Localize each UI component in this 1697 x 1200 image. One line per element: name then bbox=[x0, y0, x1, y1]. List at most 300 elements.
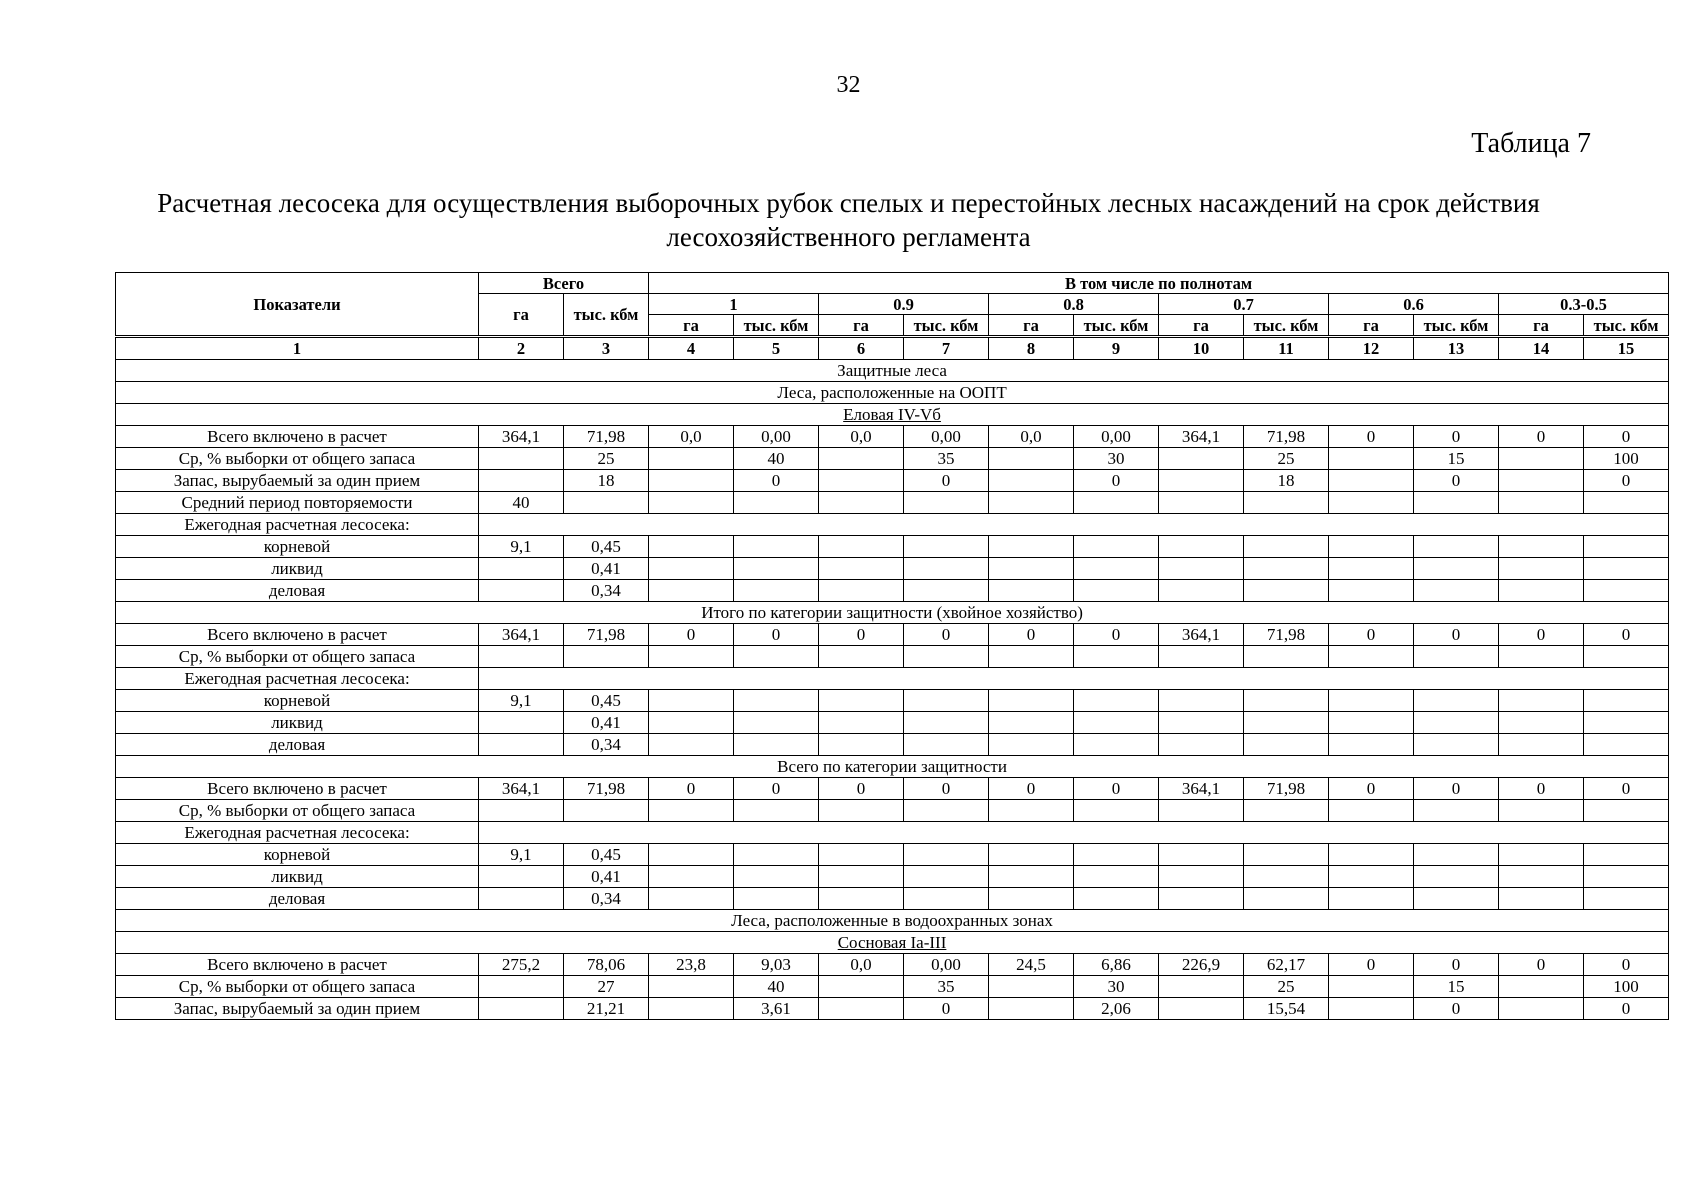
data-cell: 3,61 bbox=[734, 998, 819, 1020]
data-cell bbox=[1329, 558, 1414, 580]
section-heading bbox=[116, 382, 1669, 404]
data-cell bbox=[479, 734, 564, 756]
data-cell bbox=[1499, 492, 1584, 514]
data-cell bbox=[1499, 976, 1584, 998]
row-label: Всего включено в расчет bbox=[116, 426, 479, 448]
data-cell: 0,0 bbox=[819, 954, 904, 976]
data-cell bbox=[734, 646, 819, 668]
allowable-cut-table bbox=[115, 272, 1669, 1020]
data-cell: 364,1 bbox=[479, 624, 564, 646]
row-label: Ежегодная расчетная лесосека: bbox=[116, 668, 479, 690]
data-cell bbox=[1329, 976, 1414, 998]
data-cell bbox=[1244, 558, 1329, 580]
data-cell bbox=[564, 646, 649, 668]
data-cell bbox=[1074, 712, 1159, 734]
data-cell: 0 bbox=[1414, 624, 1499, 646]
data-cell bbox=[819, 800, 904, 822]
data-cell bbox=[1414, 492, 1499, 514]
data-cell bbox=[1414, 646, 1499, 668]
table-row bbox=[116, 426, 1669, 448]
data-cell bbox=[904, 646, 989, 668]
data-cell bbox=[479, 646, 564, 668]
data-cell bbox=[1074, 844, 1159, 866]
data-cell: 226,9 bbox=[1159, 954, 1244, 976]
row-label: корневой bbox=[116, 690, 479, 712]
table-row bbox=[116, 558, 1669, 580]
data-cell bbox=[734, 690, 819, 712]
data-cell: 0,41 bbox=[564, 712, 649, 734]
data-cell bbox=[1499, 712, 1584, 734]
data-cell bbox=[904, 558, 989, 580]
title-line-2: лесохозяйственного регламента bbox=[666, 222, 1031, 252]
row-label: Ежегодная расчетная лесосека: bbox=[116, 514, 479, 536]
empty-span-cell bbox=[479, 668, 1669, 690]
data-cell: 0 bbox=[904, 470, 989, 492]
data-cell: 71,98 bbox=[564, 778, 649, 800]
data-cell: 35 bbox=[904, 976, 989, 998]
data-cell bbox=[649, 888, 734, 910]
data-cell bbox=[1414, 536, 1499, 558]
data-cell: 6,86 bbox=[1074, 954, 1159, 976]
table-row bbox=[116, 492, 1669, 514]
data-cell bbox=[1414, 690, 1499, 712]
section-heading bbox=[116, 910, 1669, 932]
data-cell bbox=[1329, 580, 1414, 602]
data-cell bbox=[819, 844, 904, 866]
data-cell bbox=[1074, 536, 1159, 558]
header-density-0.8: 0.8 bbox=[989, 294, 1159, 315]
data-cell bbox=[1159, 866, 1244, 888]
data-cell: 0 bbox=[989, 624, 1074, 646]
data-cell bbox=[1329, 712, 1414, 734]
data-cell: 24,5 bbox=[989, 954, 1074, 976]
data-cell bbox=[989, 998, 1074, 1020]
data-cell bbox=[649, 800, 734, 822]
data-cell bbox=[1414, 844, 1499, 866]
data-cell bbox=[1584, 536, 1669, 558]
data-cell bbox=[734, 888, 819, 910]
data-cell bbox=[1159, 690, 1244, 712]
data-cell bbox=[1584, 712, 1669, 734]
data-cell bbox=[1074, 690, 1159, 712]
table-row bbox=[116, 976, 1669, 998]
data-cell bbox=[649, 866, 734, 888]
data-cell: 0 bbox=[1499, 778, 1584, 800]
empty-span-cell bbox=[479, 822, 1669, 844]
data-cell: 100 bbox=[1584, 448, 1669, 470]
data-cell: 0,34 bbox=[564, 734, 649, 756]
table-row bbox=[116, 580, 1669, 602]
column-number: 1 bbox=[116, 337, 479, 360]
data-cell: 9,03 bbox=[734, 954, 819, 976]
section-row bbox=[116, 404, 1669, 426]
row-label: Всего включено в расчет bbox=[116, 954, 479, 976]
data-cell: 9,1 bbox=[479, 536, 564, 558]
data-cell bbox=[989, 888, 1074, 910]
data-cell bbox=[1499, 536, 1584, 558]
data-cell: 0,45 bbox=[564, 690, 649, 712]
data-cell: 364,1 bbox=[479, 426, 564, 448]
column-number: 13 bbox=[1414, 337, 1499, 360]
data-cell: 40 bbox=[734, 448, 819, 470]
table-row bbox=[116, 448, 1669, 470]
section-heading-text: Леса, расположенные в водоохранных зонах bbox=[731, 911, 1053, 930]
title-line-1: Расчетная лесосека для осуществления выборочных рубок спелых и перестойных лесных насаждений на срок действия bbox=[157, 188, 1540, 218]
table-row bbox=[116, 998, 1669, 1020]
data-cell bbox=[1159, 888, 1244, 910]
data-cell: 71,98 bbox=[1244, 624, 1329, 646]
data-cell: 71,98 bbox=[1244, 778, 1329, 800]
data-cell: 0 bbox=[1414, 426, 1499, 448]
data-cell: 40 bbox=[734, 976, 819, 998]
data-cell bbox=[1159, 976, 1244, 998]
data-cell bbox=[734, 536, 819, 558]
data-cell bbox=[1244, 646, 1329, 668]
data-cell bbox=[1499, 734, 1584, 756]
data-cell bbox=[1159, 580, 1244, 602]
data-cell: 0 bbox=[1414, 998, 1499, 1020]
section-heading bbox=[116, 602, 1669, 624]
data-cell bbox=[1074, 866, 1159, 888]
data-cell: 35 bbox=[904, 448, 989, 470]
section-heading-text: Всего по категории защитности bbox=[777, 757, 1007, 776]
data-cell: 275,2 bbox=[479, 954, 564, 976]
data-cell bbox=[989, 976, 1074, 998]
data-cell: 0 bbox=[1499, 624, 1584, 646]
column-number: 12 bbox=[1329, 337, 1414, 360]
data-cell bbox=[819, 470, 904, 492]
data-cell: 364,1 bbox=[1159, 778, 1244, 800]
data-cell bbox=[1244, 866, 1329, 888]
data-cell bbox=[1584, 844, 1669, 866]
data-cell: 23,8 bbox=[649, 954, 734, 976]
header-density-0.3-0.5: 0.3-0.5 bbox=[1499, 294, 1669, 315]
data-cell bbox=[819, 646, 904, 668]
data-cell: 0 bbox=[1584, 998, 1669, 1020]
data-cell bbox=[1414, 888, 1499, 910]
header-unit-ha: га bbox=[819, 315, 904, 337]
data-cell: 0 bbox=[1329, 954, 1414, 976]
data-cell bbox=[1244, 800, 1329, 822]
data-cell bbox=[1329, 448, 1414, 470]
column-number: 10 bbox=[1159, 337, 1244, 360]
data-cell: 15 bbox=[1414, 448, 1499, 470]
header-unit-ha: га bbox=[1159, 315, 1244, 337]
data-cell bbox=[1074, 646, 1159, 668]
data-cell bbox=[1159, 712, 1244, 734]
column-number: 11 bbox=[1244, 337, 1329, 360]
data-cell bbox=[649, 492, 734, 514]
table-row bbox=[116, 514, 1669, 536]
data-cell bbox=[904, 536, 989, 558]
data-cell: 0,34 bbox=[564, 888, 649, 910]
data-cell bbox=[819, 448, 904, 470]
data-cell bbox=[1329, 492, 1414, 514]
column-number: 3 bbox=[564, 337, 649, 360]
table-label: Таблица 7 bbox=[1471, 128, 1591, 159]
data-cell bbox=[989, 492, 1074, 514]
data-cell bbox=[1499, 998, 1584, 1020]
data-cell bbox=[649, 844, 734, 866]
data-cell: 0,45 bbox=[564, 844, 649, 866]
row-label: Запас, вырубаемый за один прием bbox=[116, 470, 479, 492]
data-cell: 0 bbox=[904, 624, 989, 646]
header-unit-ha: га bbox=[1329, 315, 1414, 337]
data-cell bbox=[1329, 888, 1414, 910]
data-cell: 0 bbox=[649, 624, 734, 646]
data-cell bbox=[479, 888, 564, 910]
data-cell bbox=[734, 800, 819, 822]
data-cell bbox=[1074, 558, 1159, 580]
data-cell bbox=[1074, 580, 1159, 602]
row-label: Ежегодная расчетная лесосека: bbox=[116, 822, 479, 844]
table-row bbox=[116, 536, 1669, 558]
data-cell bbox=[1329, 800, 1414, 822]
data-cell: 0 bbox=[1584, 426, 1669, 448]
data-cell: 0,41 bbox=[564, 866, 649, 888]
data-cell: 0 bbox=[734, 624, 819, 646]
data-cell bbox=[1329, 734, 1414, 756]
row-label: Ср, % выборки от общего запаса bbox=[116, 448, 479, 470]
row-label: ликвид bbox=[116, 712, 479, 734]
table-row bbox=[116, 800, 1669, 822]
data-cell bbox=[1159, 646, 1244, 668]
data-cell bbox=[1329, 536, 1414, 558]
data-cell bbox=[734, 866, 819, 888]
data-cell bbox=[1499, 448, 1584, 470]
allowable-cut-table-wrapper bbox=[115, 272, 1663, 1020]
header-density-0.9: 0.9 bbox=[819, 294, 989, 315]
data-cell: 71,98 bbox=[1244, 426, 1329, 448]
row-label: ликвид bbox=[116, 558, 479, 580]
header-density-0.7: 0.7 bbox=[1159, 294, 1329, 315]
data-cell: 0 bbox=[904, 998, 989, 1020]
table-row bbox=[116, 668, 1669, 690]
data-cell bbox=[904, 844, 989, 866]
data-cell bbox=[989, 712, 1074, 734]
empty-span-cell bbox=[479, 514, 1669, 536]
data-cell bbox=[1329, 866, 1414, 888]
data-cell bbox=[1414, 558, 1499, 580]
data-cell: 0,45 bbox=[564, 536, 649, 558]
data-cell bbox=[1499, 866, 1584, 888]
data-cell bbox=[1329, 690, 1414, 712]
data-cell bbox=[1244, 844, 1329, 866]
data-cell: 0,00 bbox=[904, 426, 989, 448]
data-cell bbox=[989, 580, 1074, 602]
data-cell bbox=[819, 492, 904, 514]
data-cell bbox=[989, 844, 1074, 866]
data-cell: 15,54 bbox=[1244, 998, 1329, 1020]
header-unit-ha: га bbox=[1499, 315, 1584, 337]
data-cell bbox=[819, 998, 904, 1020]
data-cell: 0 bbox=[819, 778, 904, 800]
header-total-ha: га bbox=[479, 294, 564, 337]
data-cell bbox=[734, 712, 819, 734]
data-cell: 0 bbox=[649, 778, 734, 800]
table-row bbox=[116, 954, 1669, 976]
data-cell bbox=[904, 580, 989, 602]
data-cell bbox=[904, 800, 989, 822]
row-label: Всего включено в расчет bbox=[116, 624, 479, 646]
table-row bbox=[116, 646, 1669, 668]
section-row bbox=[116, 382, 1669, 404]
row-label: деловая bbox=[116, 580, 479, 602]
data-cell bbox=[1244, 734, 1329, 756]
data-cell bbox=[904, 734, 989, 756]
section-row bbox=[116, 360, 1669, 382]
data-cell: 0,41 bbox=[564, 558, 649, 580]
data-cell bbox=[1329, 998, 1414, 1020]
data-cell bbox=[649, 470, 734, 492]
data-cell bbox=[479, 800, 564, 822]
data-cell: 0,00 bbox=[904, 954, 989, 976]
data-cell bbox=[734, 734, 819, 756]
data-cell bbox=[1074, 492, 1159, 514]
data-cell bbox=[1159, 800, 1244, 822]
data-cell bbox=[649, 580, 734, 602]
data-cell bbox=[479, 558, 564, 580]
data-cell bbox=[649, 558, 734, 580]
header-unit-volume: тыс. кбм bbox=[1244, 315, 1329, 337]
column-number: 8 bbox=[989, 337, 1074, 360]
data-cell: 25 bbox=[1244, 976, 1329, 998]
data-cell bbox=[1244, 690, 1329, 712]
data-cell: 27 bbox=[564, 976, 649, 998]
data-cell bbox=[819, 866, 904, 888]
data-cell bbox=[1584, 800, 1669, 822]
data-cell: 364,1 bbox=[1159, 624, 1244, 646]
data-cell: 0 bbox=[989, 778, 1074, 800]
data-cell bbox=[479, 998, 564, 1020]
data-cell bbox=[1244, 492, 1329, 514]
data-cell bbox=[989, 470, 1074, 492]
data-cell bbox=[1159, 536, 1244, 558]
data-cell bbox=[1584, 690, 1669, 712]
data-cell bbox=[819, 734, 904, 756]
header-unit-volume: тыс. кбм bbox=[1584, 315, 1669, 337]
data-cell: 0 bbox=[1584, 778, 1669, 800]
header-density-1: 1 bbox=[649, 294, 819, 315]
data-cell bbox=[1584, 558, 1669, 580]
data-cell bbox=[479, 448, 564, 470]
data-cell bbox=[989, 448, 1074, 470]
data-cell: 40 bbox=[479, 492, 564, 514]
data-cell bbox=[989, 558, 1074, 580]
table-row bbox=[116, 822, 1669, 844]
data-cell: 0 bbox=[1414, 778, 1499, 800]
section-row bbox=[116, 756, 1669, 778]
table-row bbox=[116, 778, 1669, 800]
data-cell: 0 bbox=[734, 470, 819, 492]
document-title bbox=[100, 186, 1597, 254]
data-cell bbox=[649, 712, 734, 734]
section-row bbox=[116, 910, 1669, 932]
row-label: Средний период повторяемости bbox=[116, 492, 479, 514]
header-unit-volume: тыс. кбм bbox=[904, 315, 989, 337]
data-cell bbox=[1499, 580, 1584, 602]
table-row bbox=[116, 844, 1669, 866]
data-cell: 18 bbox=[564, 470, 649, 492]
data-cell: 0 bbox=[734, 778, 819, 800]
data-cell bbox=[734, 580, 819, 602]
header-indicators: Показатели bbox=[116, 273, 479, 337]
header-unit-ha: га bbox=[649, 315, 734, 337]
data-cell: 0 bbox=[1584, 954, 1669, 976]
column-number: 15 bbox=[1584, 337, 1669, 360]
data-cell: 0,0 bbox=[989, 426, 1074, 448]
data-cell: 9,1 bbox=[479, 844, 564, 866]
table-row bbox=[116, 624, 1669, 646]
data-cell bbox=[1584, 866, 1669, 888]
data-cell bbox=[1159, 844, 1244, 866]
section-heading bbox=[116, 360, 1669, 382]
data-cell bbox=[564, 800, 649, 822]
data-cell: 0,00 bbox=[1074, 426, 1159, 448]
data-cell: 0 bbox=[1584, 624, 1669, 646]
data-cell bbox=[1244, 888, 1329, 910]
column-number: 4 bbox=[649, 337, 734, 360]
data-cell bbox=[1414, 580, 1499, 602]
section-row bbox=[116, 602, 1669, 624]
data-cell bbox=[1584, 646, 1669, 668]
data-cell bbox=[1499, 646, 1584, 668]
section-heading bbox=[116, 404, 1669, 426]
data-cell bbox=[1244, 712, 1329, 734]
data-cell bbox=[904, 712, 989, 734]
row-label: Ср, % выборки от общего запаса bbox=[116, 646, 479, 668]
data-cell: 364,1 bbox=[1159, 426, 1244, 448]
section-heading bbox=[116, 756, 1669, 778]
header-by-density: В том числе по полнотам bbox=[649, 273, 1669, 294]
data-cell bbox=[649, 976, 734, 998]
data-cell bbox=[904, 690, 989, 712]
data-cell bbox=[989, 646, 1074, 668]
section-heading-text: Еловая IV-Vб bbox=[843, 405, 941, 424]
data-cell bbox=[1244, 536, 1329, 558]
data-cell: 0 bbox=[904, 778, 989, 800]
row-label: деловая bbox=[116, 888, 479, 910]
data-cell bbox=[1414, 866, 1499, 888]
table-row bbox=[116, 866, 1669, 888]
data-cell bbox=[1499, 558, 1584, 580]
header-unit-volume: тыс. кбм bbox=[734, 315, 819, 337]
header-density-0.6: 0.6 bbox=[1329, 294, 1499, 315]
row-label: Запас, вырубаемый за один прием bbox=[116, 998, 479, 1020]
data-cell: 71,98 bbox=[564, 426, 649, 448]
header-total-volume: тыс. кбм bbox=[564, 294, 649, 337]
data-cell bbox=[1499, 470, 1584, 492]
row-label: Всего включено в расчет bbox=[116, 778, 479, 800]
data-cell: 0 bbox=[1499, 954, 1584, 976]
data-cell: 364,1 bbox=[479, 778, 564, 800]
row-label: корневой bbox=[116, 536, 479, 558]
data-cell: 30 bbox=[1074, 976, 1159, 998]
data-cell bbox=[1244, 580, 1329, 602]
data-cell bbox=[904, 492, 989, 514]
table-row bbox=[116, 690, 1669, 712]
data-cell bbox=[1159, 492, 1244, 514]
data-cell bbox=[649, 734, 734, 756]
column-number: 14 bbox=[1499, 337, 1584, 360]
table-body bbox=[116, 337, 1669, 1020]
data-cell bbox=[819, 536, 904, 558]
section-row bbox=[116, 932, 1669, 954]
data-cell bbox=[649, 536, 734, 558]
data-cell bbox=[904, 866, 989, 888]
data-cell bbox=[1499, 800, 1584, 822]
data-cell: 0 bbox=[1074, 470, 1159, 492]
